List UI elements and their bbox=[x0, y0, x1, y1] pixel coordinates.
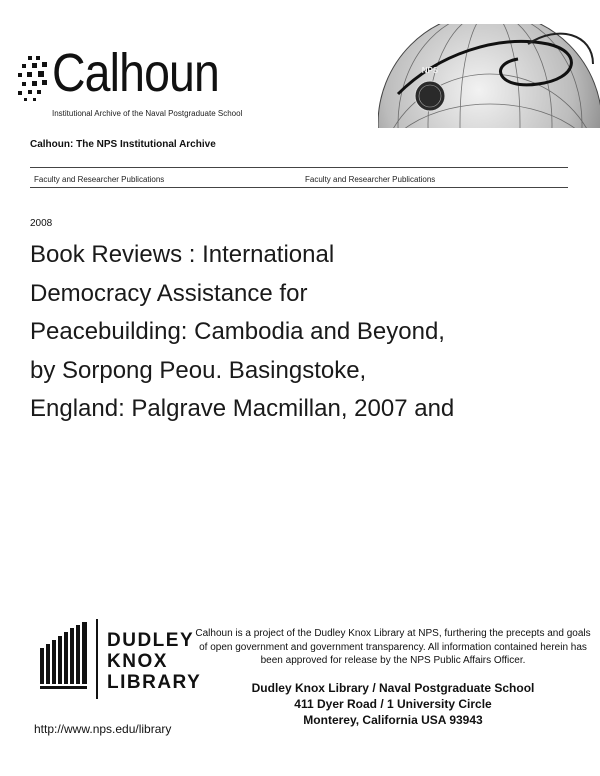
collection-link-left[interactable]: Faculty and Researcher Publications bbox=[34, 175, 165, 184]
address-line: Monterey, California USA 93943 bbox=[303, 713, 483, 727]
library-word-library: LIBRARY bbox=[107, 672, 202, 693]
divider-top bbox=[30, 167, 568, 168]
divider-bottom bbox=[30, 187, 568, 188]
calhoun-blurb: Calhoun is a project of the Dudley Knox Library at NPS, furthering the precepts and goals of open government and government transparency. All information contained herein has been approved for release by the NPS Public Affairs Officer. bbox=[195, 628, 591, 666]
title-line: by Sorpong Peou. Basingstoke, bbox=[30, 356, 367, 384]
address-line: Dudley Knox Library / Naval Postgraduate School bbox=[251, 681, 535, 695]
publication-year: 2008 bbox=[30, 218, 53, 229]
calhoun-logo-text: Calhoun bbox=[52, 43, 219, 103]
library-url-link[interactable]: http://www.nps.edu/library bbox=[34, 722, 172, 736]
library-word-knox: KNOX bbox=[107, 651, 168, 672]
address-line: 411 Dyer Road / 1 University Circle bbox=[294, 697, 492, 711]
library-word-dudley: DUDLEY bbox=[107, 630, 195, 651]
dudley-knox-library-icon bbox=[40, 622, 92, 690]
title-line: Book Reviews : International bbox=[30, 241, 335, 268]
collection-link-right[interactable]: Faculty and Researcher Publications bbox=[305, 175, 436, 184]
archive-title: Calhoun: The NPS Institutional Archive bbox=[30, 139, 216, 150]
document-title bbox=[30, 236, 570, 429]
library-divider bbox=[96, 619, 98, 699]
calhoun-tagline: Institutional Archive of the Naval Postgraduate School bbox=[52, 109, 243, 118]
title-line: Peacebuilding: Cambodia and Beyond, bbox=[30, 318, 445, 345]
globe-icon bbox=[378, 24, 600, 128]
nps-seal-label: NPS bbox=[421, 66, 439, 75]
title-line: England: Palgrave Macmillan, 2007 and bbox=[30, 395, 455, 422]
title-line: Democracy Assistance for bbox=[30, 279, 308, 307]
